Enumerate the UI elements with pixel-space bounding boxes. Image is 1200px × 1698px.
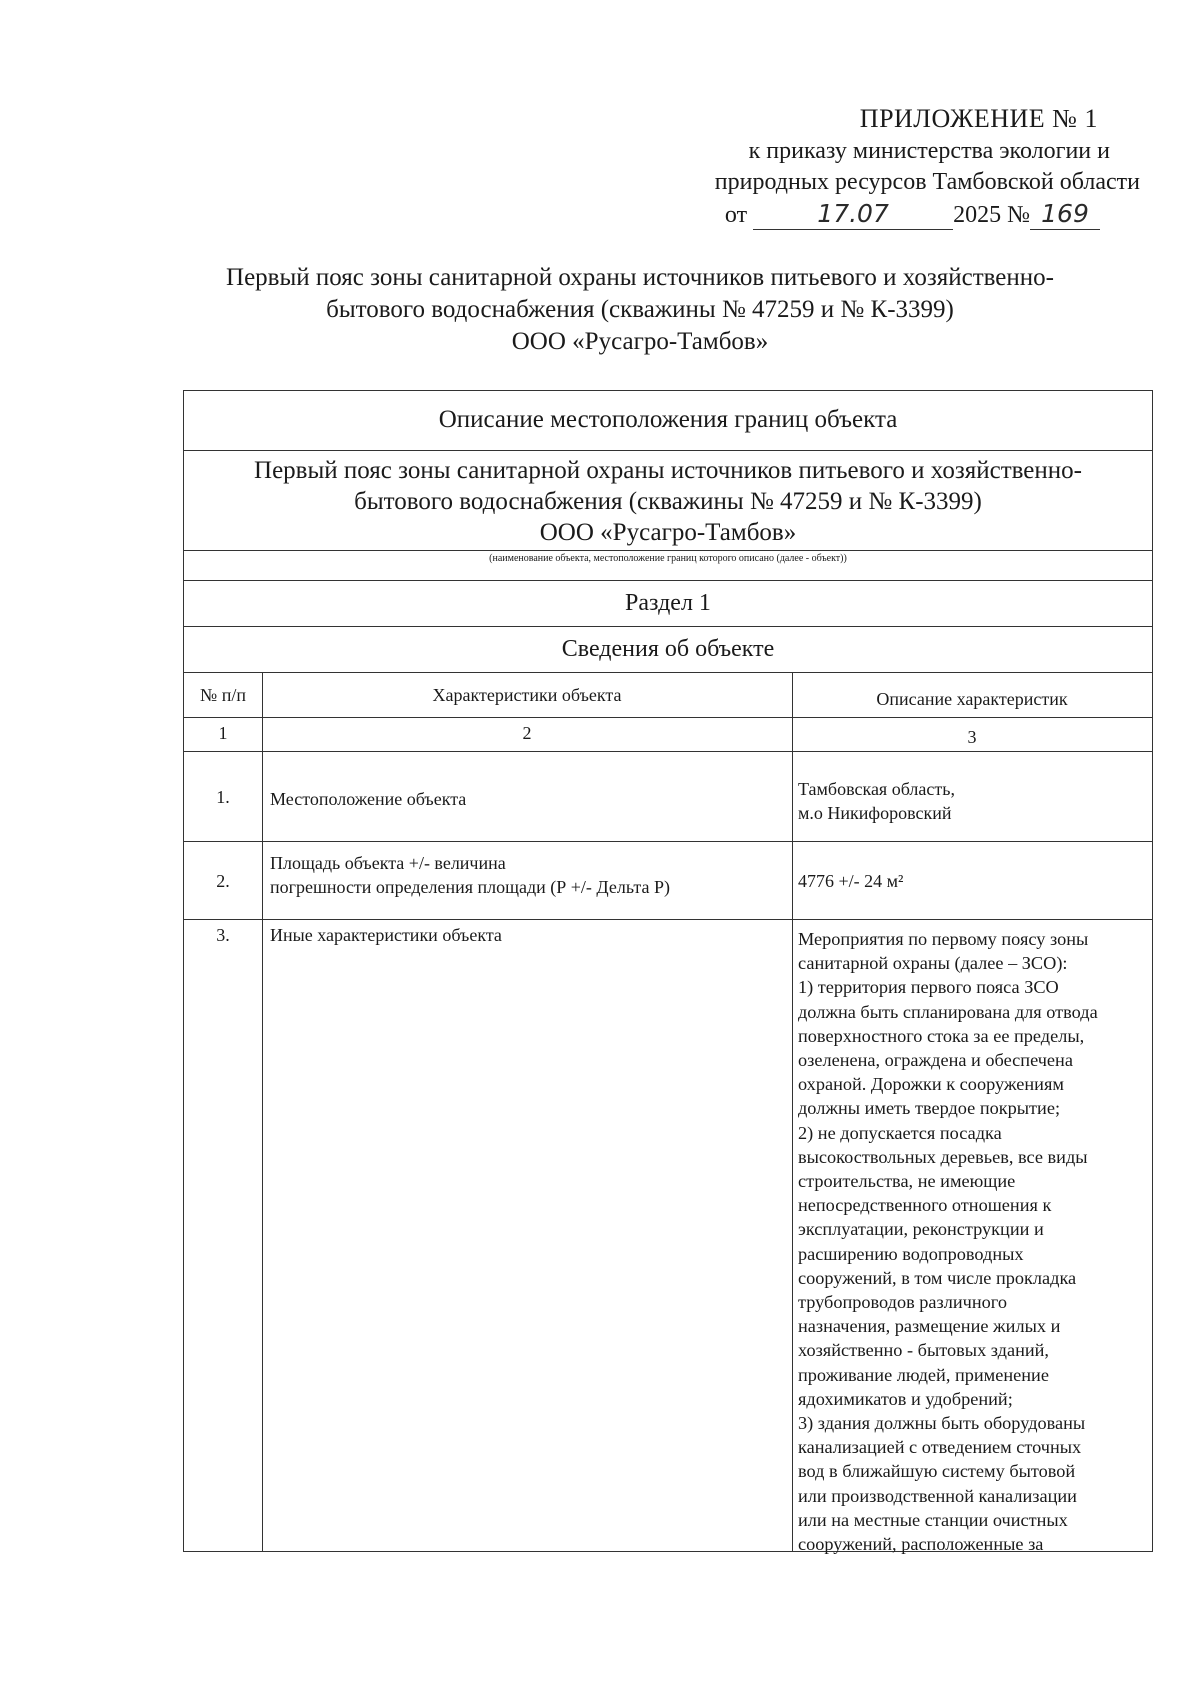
column-header-characteristic: Характеристики объекта: [432, 685, 622, 705]
row-3-description-line: назначения, размещение жилых и: [798, 1316, 1061, 1337]
row-2-characteristic-line-1: Площадь объекта +/- величина: [270, 853, 506, 873]
row-3-description-line: высокоствольных деревьев, все виды: [798, 1146, 1088, 1167]
heading-line-2: бытового водоснабжения (скважины № 47259 и № К-3399): [326, 296, 954, 323]
handwritten-date: 17.07: [753, 199, 953, 230]
row-divider: [184, 841, 1152, 842]
annex-date-line: [600, 198, 1140, 232]
row-3-description-line: охраной. Дорожки к сооружениям: [798, 1074, 1064, 1095]
handwritten-order-number: 169: [1030, 199, 1100, 230]
row-3-description-line: или на местные станции очистных: [798, 1509, 1068, 1530]
column-number-1: 1: [218, 723, 228, 743]
characteristics-grid: [184, 673, 1152, 1555]
row-3-description-line: канализацией с отведением сточных: [798, 1437, 1082, 1458]
row-3-description-line: санитарной охраны (далее – ЗСО):: [798, 953, 1068, 974]
row-3-description-line: ядохимикатов и удобрений;: [798, 1388, 1013, 1409]
annex-ministry-line: природных ресурсов Тамбовской области: [714, 169, 1140, 195]
column-number-3: 3: [967, 727, 977, 747]
row-3-description-line: озеленена, ограждена и обеспечена: [798, 1050, 1073, 1071]
document-heading: [150, 262, 1130, 358]
column-header-number: № п/п: [200, 685, 246, 705]
table-row-1-number: 1.: [216, 787, 230, 807]
row-3-description-line: или производственной канализации: [798, 1485, 1077, 1506]
table-row-2-description: 4776 +/- 24 м²: [798, 871, 904, 891]
table-row-3-characteristic: Иные характеристики объекта: [270, 925, 502, 945]
object-name-caption-row: [184, 551, 1152, 581]
row-3-description-line: поверхностного стока за ее пределы,: [798, 1025, 1085, 1046]
object-table: [183, 390, 1153, 1555]
row-3-description-line: непосредственного отношения к: [798, 1195, 1052, 1216]
row-2-characteristic-line-2: погрешности определения площади (Р +/- Дельта Р): [270, 877, 670, 897]
row-3-description-line: эксплуатации, реконструкции и: [798, 1219, 1044, 1240]
object-name-line-1: Первый пояс зоны санитарной охраны источников питьевого и хозяйственно-: [254, 457, 1082, 484]
date-prefix: от: [724, 202, 748, 228]
table-row-2-number: 2.: [216, 871, 230, 891]
table-row-1-description: [792, 777, 1152, 825]
row-3-description-line: 2) не допускается посадка: [798, 1122, 1002, 1143]
annex-title: ПРИЛОЖЕНИЕ № 1: [859, 104, 1098, 133]
row-3-description-line: должны иметь твердое покрытие;: [798, 1098, 1061, 1119]
row-3-description-line: расширению водопроводных: [798, 1243, 1024, 1264]
table-row-3-description: [792, 927, 1152, 1556]
row-1-description-line-1: Тамбовская область,: [798, 779, 955, 799]
row-3-description-line: вод в ближайшую систему бытовой: [798, 1461, 1076, 1482]
row-3-description-line: 3) здания должны быть оборудованы: [798, 1413, 1086, 1434]
row-3-description-line: должна быть спланирована для отвода: [798, 1001, 1098, 1022]
heading-line-3: ООО «Русагро-Тамбов»: [511, 328, 769, 355]
row-3-description-line: Мероприятия по первому поясу зоны: [798, 929, 1089, 949]
row-3-description-line: сооружений, в том числе прокладка: [798, 1267, 1077, 1288]
table-row-1-characteristic: Местоположение объекта: [270, 789, 467, 809]
table-description-title: Описание местоположения границ объекта: [184, 391, 1152, 451]
annex-order-line: к приказу министерства экологии и: [748, 138, 1110, 164]
row-3-description-line: 1) территория первого пояса ЗСО: [798, 977, 1059, 998]
object-name-line-3: ООО «Русагро-Тамбов»: [539, 519, 797, 546]
table-object-name: [184, 451, 1152, 551]
heading-line-1: Первый пояс зоны санитарной охраны источников питьевого и хозяйственно-: [226, 264, 1054, 291]
row-divider: [184, 751, 1152, 752]
row-3-description-line: хозяйственно - бытовых зданий,: [798, 1340, 1050, 1361]
object-name-caption: (наименование объекта, местоположение границ которого описано (далее - объект)): [489, 553, 847, 564]
row-3-description-line: трубопроводов различного: [798, 1292, 1007, 1313]
section-title: Сведения об объекте: [184, 627, 1152, 673]
column-header-description: Описание характеристик: [876, 689, 1068, 709]
table-row-2-characteristic: [262, 851, 792, 899]
row-divider: [184, 919, 1152, 920]
annex-header: [600, 102, 1140, 232]
section-label: Раздел 1: [184, 581, 1152, 627]
table-row-3-number: 3.: [216, 925, 230, 945]
year-text: 2025 №: [953, 202, 1030, 228]
column-number-2: 2: [522, 723, 532, 743]
object-name-line-2: бытового водоснабжения (скважины № 47259 и № К-3399): [354, 488, 982, 515]
row-1-description-line-2: м.о Никифоровский: [798, 803, 952, 823]
row-3-description-line: строительства, не имеющие: [798, 1171, 1016, 1192]
row-3-description-line: проживание людей, применение: [798, 1364, 1049, 1385]
row-divider: [184, 717, 1152, 718]
row-3-description-line: сооружений, расположенные за: [798, 1534, 1044, 1555]
